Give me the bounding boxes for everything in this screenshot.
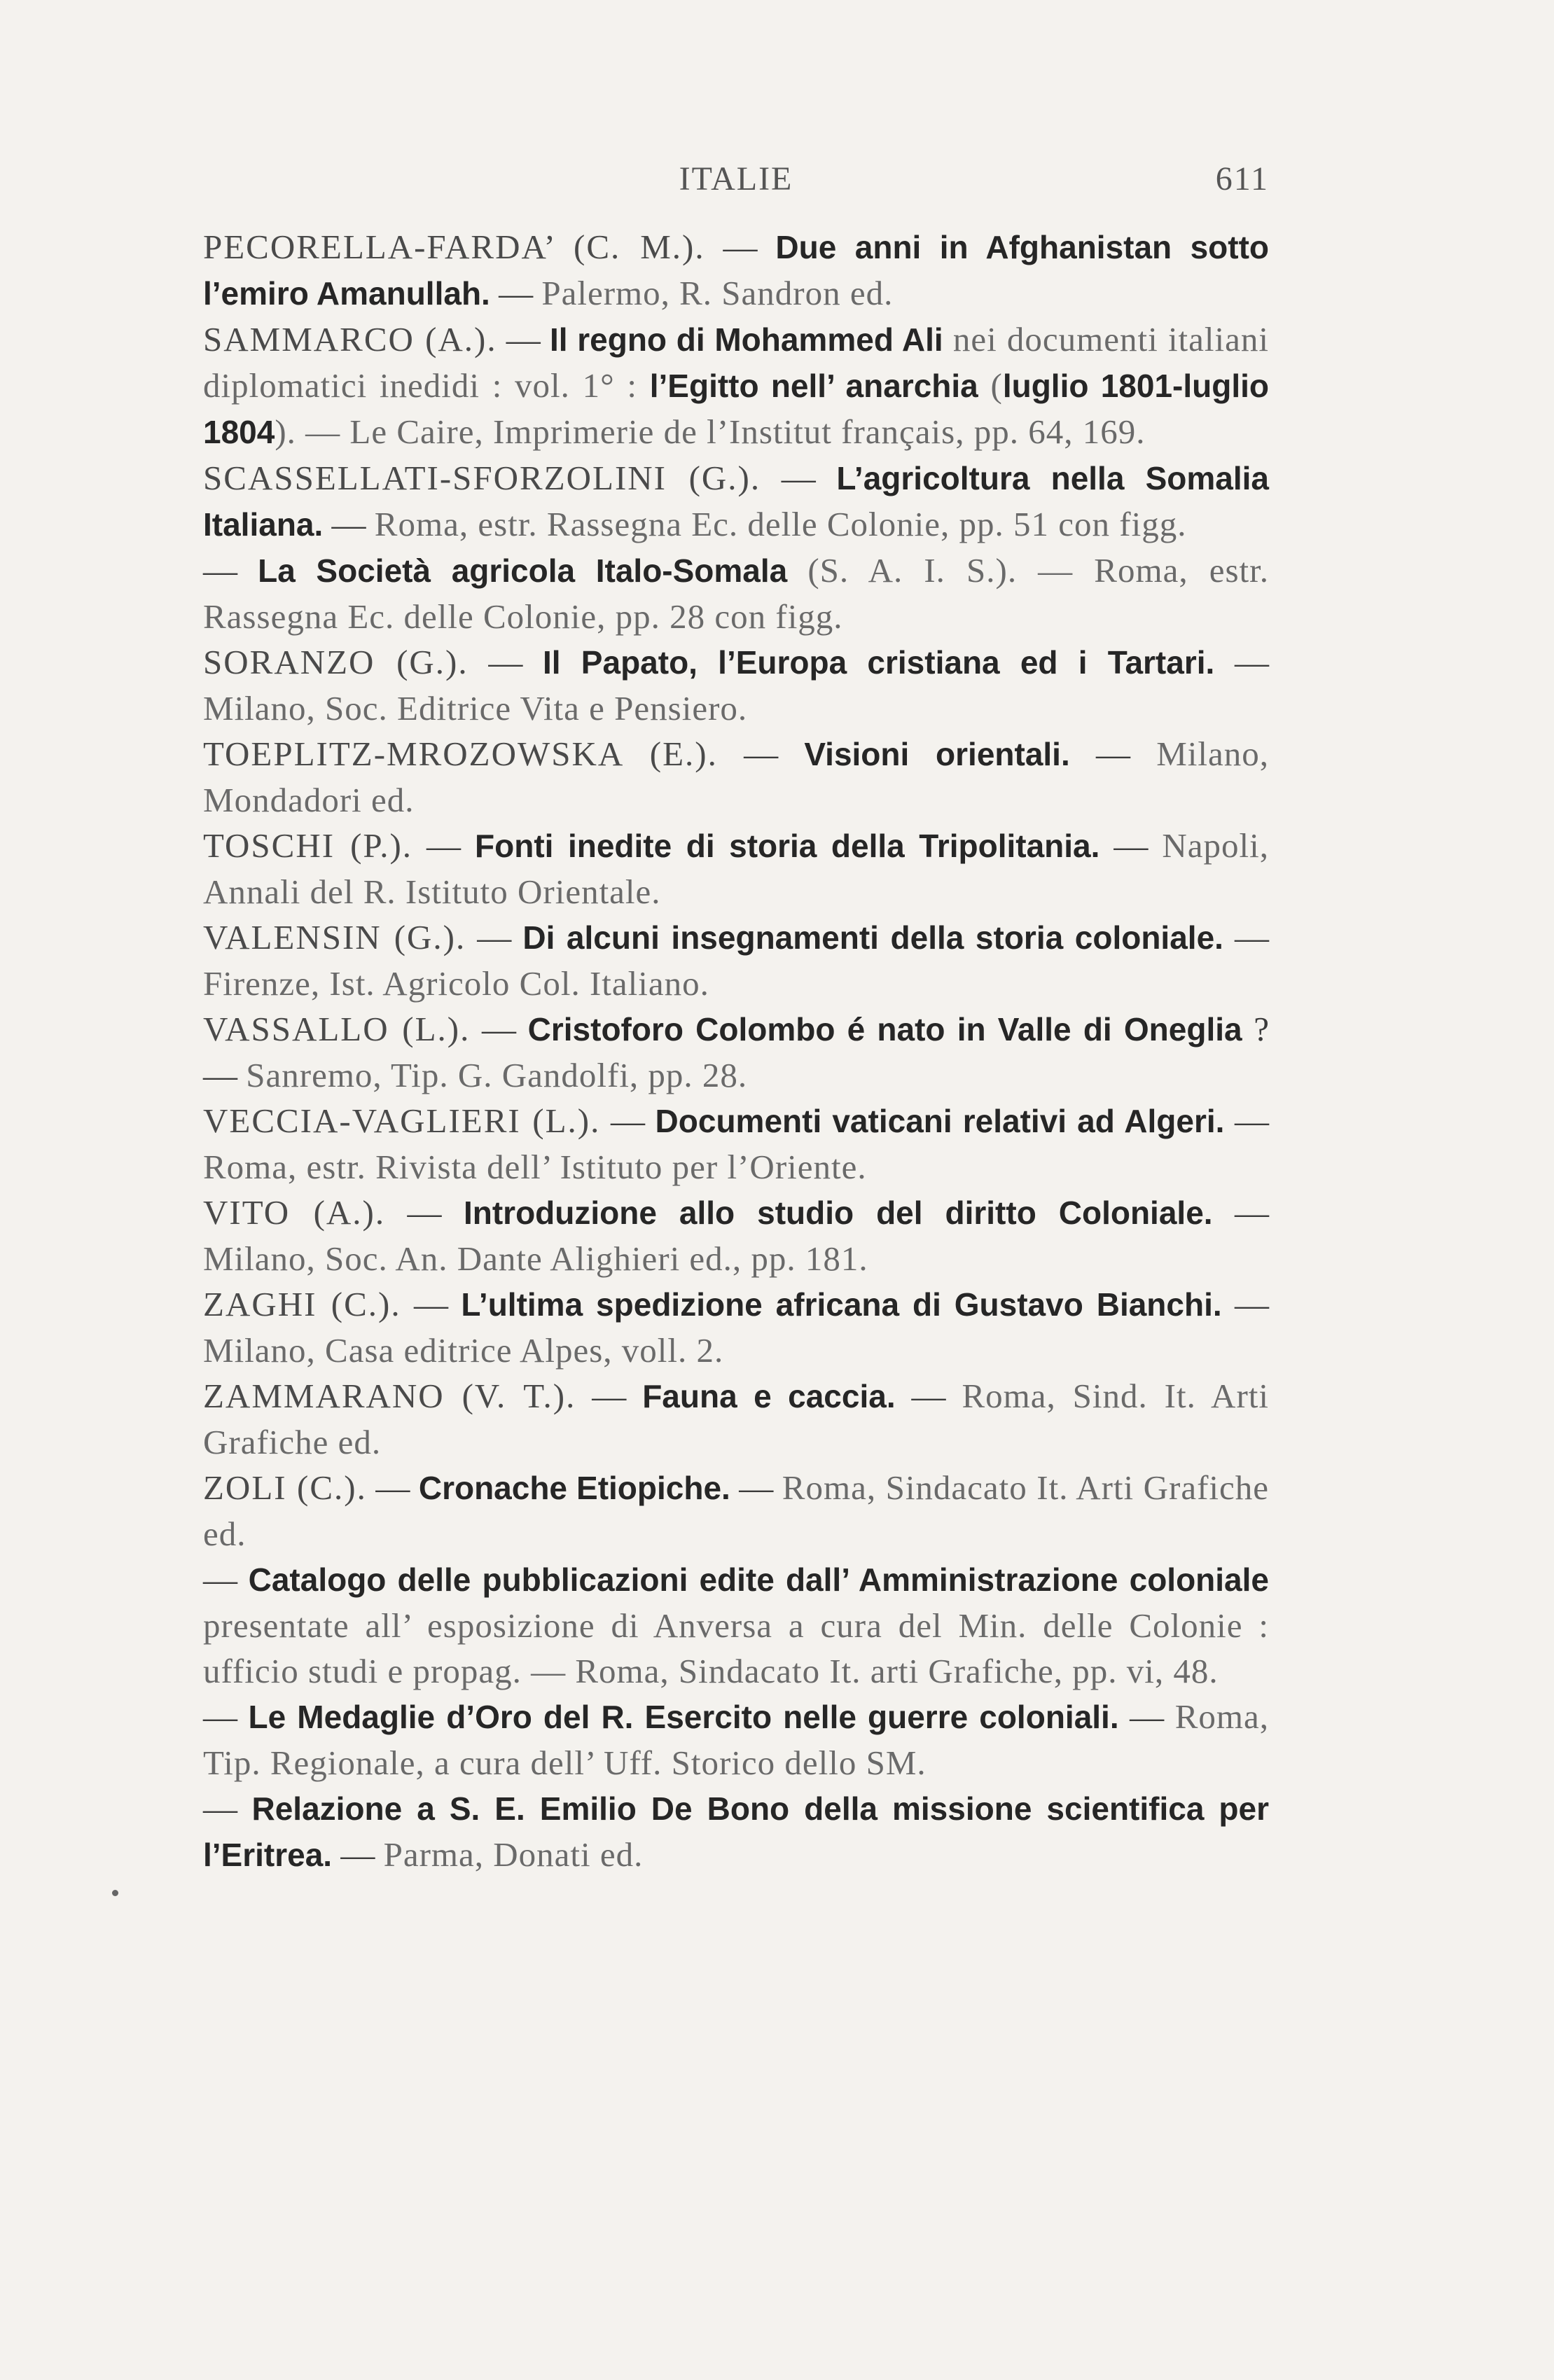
entry-separator: — — [717, 735, 805, 773]
entry-text: nei documenti italiani diplomatici inedidi : vol. 1° : — [203, 320, 1270, 405]
entry-separator: — — [203, 1560, 249, 1599]
entry-publication: Milano, Casa editrice Alpes, voll. 2. — [203, 1331, 724, 1370]
running-head — [203, 160, 1269, 202]
bibliography-entry — [203, 1098, 1269, 1190]
entry-separator: — — [1214, 643, 1269, 681]
entry-separator: — — [761, 459, 837, 497]
entry-separator: — — [497, 320, 550, 359]
entry-publication: Sanremo, Tip. G. Gandolfi, pp. 28. — [246, 1056, 748, 1094]
entry-text: ( — [978, 366, 1003, 405]
entry-author: TOSCHI (P.). — [203, 826, 413, 865]
entry-title: Documenti vaticani relativi ad Algeri. — [655, 1103, 1225, 1139]
entry-title-part: l’Egitto nell’ anarchia — [649, 368, 978, 404]
entry-separator: — — [412, 826, 476, 865]
entry-title: Cronache Etiopiche. — [418, 1470, 730, 1506]
bibliography-entry — [203, 1557, 1269, 1694]
entry-author: ZOLI (C.). — [203, 1468, 367, 1507]
entry-title: L’ultima spedizione africana di Gustavo Bianchi. — [461, 1286, 1222, 1323]
entry-author: VITO (A.). — [203, 1193, 386, 1232]
entry-separator: — — [705, 228, 776, 266]
entry-separator: — — [1224, 1101, 1270, 1140]
entry-title: Introduzione allo studio del diritto Coloniale. — [463, 1195, 1213, 1231]
bibliography-entry — [203, 1694, 1269, 1786]
entry-publication: Palermo, R. Sandron ed. — [541, 274, 894, 312]
bibliography-entry — [203, 914, 1269, 1006]
entry-author: PECORELLA-FARDA’ (C. M.). — [203, 228, 705, 266]
entry-author: ZAGHI (C.). — [203, 1285, 401, 1323]
entry-author: SAMMARCO (A.). — [203, 320, 497, 359]
running-head-title: ITALIE — [679, 160, 793, 197]
entry-separator: — — [1118, 1697, 1175, 1736]
entry-author: VECCIA-VAGLIERI (L.). — [203, 1101, 601, 1140]
entry-publication: Napoli, Annali del R. Istituto Orientale. — [203, 826, 1270, 911]
entry-separator — [787, 551, 807, 590]
entry-title: Relazione a S. E. Emilio De Bono della missione scientifica per l’Eritrea. — [203, 1790, 1269, 1873]
entry-separator: — — [366, 1468, 419, 1507]
bibliography-entry — [203, 1190, 1269, 1281]
entry-title: Il regno di Mohammed Ali — [549, 321, 943, 358]
entry-separator: — — [401, 1285, 462, 1323]
entry-publication: Milano, Soc. An. Dante Alighieri ed., pp. 181. — [203, 1239, 868, 1278]
entry-publication: Firenze, Ist. Agricolo Col. Italiano. — [203, 964, 709, 1003]
entry-title: Le Medaglie d’Oro del R. Esercito nelle guerre coloniali. — [248, 1699, 1119, 1735]
entry-publication: Milano, Mondadori ed. — [203, 735, 1269, 819]
entry-author: VALENSIN (G.). — [203, 918, 466, 956]
bibliography-entry — [203, 639, 1269, 731]
entry-publication: Milano, Soc. Editrice Vita e Pensiero. — [203, 689, 748, 728]
entry-separator: — — [600, 1101, 655, 1140]
entry-separator: — — [1212, 1193, 1269, 1232]
entry-publication: presentate all’ esposizione di Anversa a cura del Min. delle Colonie : ufficio studi e propag. — Roma, Sindacato It. arti Grafiche, pp. vi, 48. — [203, 1606, 1269, 1690]
bibliography-entry — [203, 823, 1269, 914]
entry-separator: — — [1099, 826, 1163, 865]
entry-separator: — — [332, 1835, 384, 1874]
entry-separator: — — [490, 274, 542, 312]
entry-separator: — — [1223, 918, 1270, 956]
entry-publication: Roma, estr. Rivista dell’ Istituto per l’Oriente. — [203, 1148, 867, 1186]
entry-publication: ). — Le Caire, Imprimerie de l’Institut français, pp. 64, 169. — [275, 412, 1146, 451]
entry-separator: — — [895, 1377, 962, 1415]
entry-separator: — — [203, 1697, 249, 1736]
entry-separator: — — [203, 551, 258, 590]
bibliography-entry — [203, 731, 1269, 823]
entry-separator: — — [385, 1193, 464, 1232]
page-number: 611 — [1215, 160, 1269, 197]
bibliography-entry — [203, 1465, 1269, 1557]
entry-title: Fauna e caccia. — [642, 1378, 896, 1414]
entry-separator: — — [203, 1789, 252, 1828]
entry-publication: Roma, Sindacato It. Arti Grafiche ed. — [203, 1468, 1270, 1553]
entry-title: Due anni in Afghanistan sotto l’emiro Amanullah. — [203, 229, 1270, 312]
entry-separator: — — [730, 1468, 782, 1507]
margin-dot — [112, 1890, 118, 1896]
entry-publication: Parma, Donati ed. — [383, 1835, 644, 1874]
entry-title: Fonti inedite di storia della Tripolitania. — [475, 828, 1100, 864]
entry-title: Visioni orientali. — [804, 736, 1070, 772]
entry-separator: — — [468, 643, 543, 681]
bibliography-entry — [203, 224, 1269, 316]
bibliography-entry — [203, 1373, 1269, 1465]
entry-title: L’agricoltura nella Somalia Italiana. — [203, 460, 1269, 543]
bibliography-entry — [203, 455, 1269, 548]
entry-separator: — — [576, 1377, 643, 1415]
bibliography-entry — [203, 1281, 1269, 1373]
entry-title: Di alcuni insegnamenti della storia coloniale. — [522, 919, 1223, 956]
entry-author: TOEPLITZ-MROZOWSKA (E.). — [203, 735, 718, 773]
entry-separator: — — [470, 1010, 528, 1048]
bibliography-entry — [203, 316, 1269, 455]
entry-publication: (S. A. I. S.). — Roma, estr. Rassegna Ec. delle Colonie, pp. 28 con figg. — [203, 551, 1269, 636]
bibliography-entry — [203, 1786, 1269, 1878]
entry-separator: — — [323, 505, 375, 543]
entry-title: Cristoforo Colombo é nato in Valle di Oneglia — [527, 1011, 1242, 1048]
entry-separator: — — [1069, 735, 1157, 773]
entry-publication: Roma, Tip. Regionale, a cura dell’ Uff. Storico dello SM. — [203, 1697, 1270, 1782]
entry-author: SCASSELLATI-SFORZOLINI (G.). — [203, 459, 761, 497]
entry-author: ZAMMARANO (V. T.). — [203, 1377, 576, 1415]
entry-separator: — — [466, 918, 523, 956]
entry-title-part: luglio 1801-luglio 1804 — [203, 368, 1269, 450]
entry-author: VASSALLO (L.). — [203, 1010, 471, 1048]
entry-title: Catalogo delle pubblicazioni edite dall’ Amministrazione coloniale — [248, 1561, 1270, 1598]
bibliography-entry — [203, 1006, 1269, 1098]
entry-publication: Roma, Sind. It. Arti Grafiche ed. — [203, 1377, 1269, 1461]
entry-publication: Roma, estr. Rassegna Ec. delle Colonie, pp. 51 con figg. — [374, 505, 1187, 543]
bibliography-entry — [203, 548, 1269, 639]
entry-author: SORANZO (G.). — [203, 643, 469, 681]
entry-title: La Società agricola Italo-Somala — [258, 552, 788, 589]
entry-title: Il Papato, l’Europa cristiana ed i Tartari. — [543, 644, 1215, 681]
entry-separator: ? — — [203, 1010, 1270, 1094]
bibliography-list — [203, 224, 1269, 1878]
entry-separator: — — [1221, 1285, 1270, 1323]
